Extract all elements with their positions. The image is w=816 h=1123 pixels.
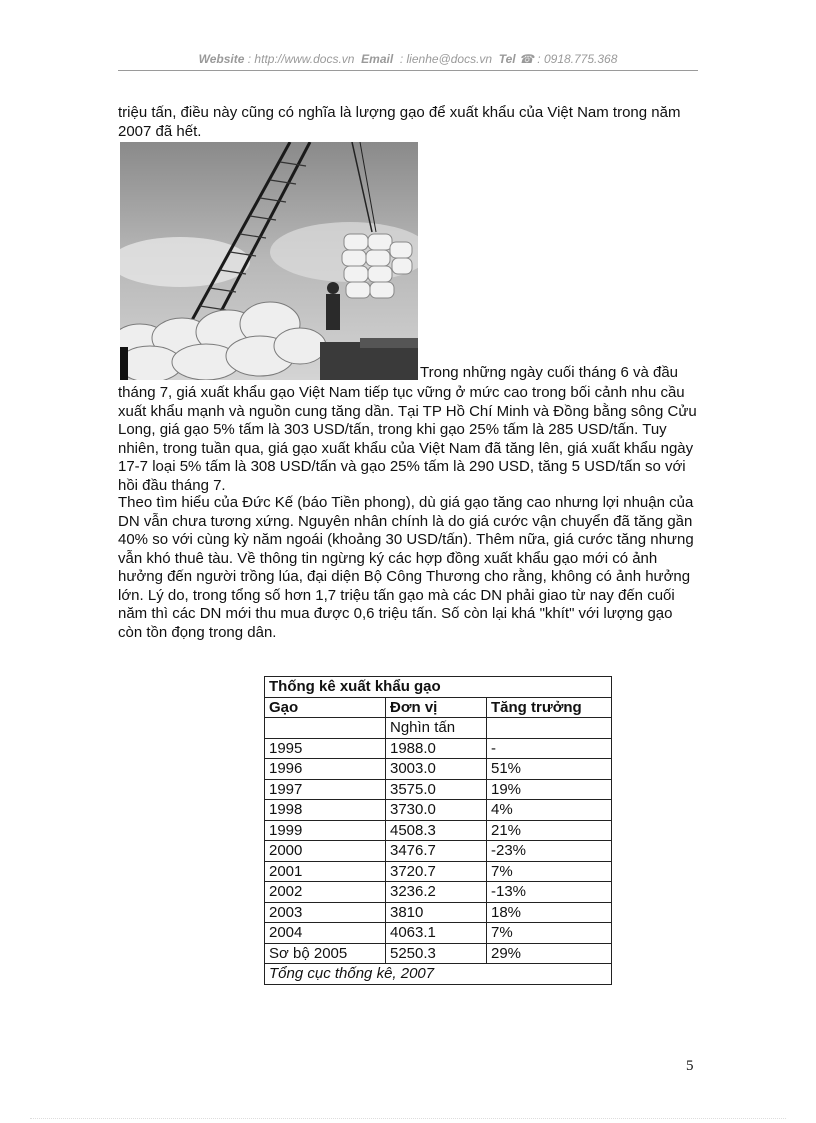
table-cell: 2003 [265,902,386,923]
table-cell: 5250.3 [386,943,487,964]
table-cell: 4063.1 [386,923,487,944]
table-cell: - [487,738,612,759]
footer-divider [30,1118,786,1119]
table-row [265,943,612,964]
table-cell: 51% [487,759,612,780]
table-cell: Sơ bộ 2005 [265,943,386,964]
table-cell: 1995 [265,738,386,759]
header-divider [118,70,698,71]
column-header: Gạo [265,697,386,718]
table-row [265,841,612,862]
phone-icon: ☎ [519,52,534,66]
table-row [265,902,612,923]
table-row [265,820,612,841]
tel-label: Tel [498,52,516,66]
table-row [265,779,612,800]
rice-export-table [264,676,612,985]
page-header [118,52,698,66]
table-cell: 2001 [265,861,386,882]
table-cell: 2000 [265,841,386,862]
table-cell: 1999 [265,820,386,841]
email-label: Email [361,52,394,66]
table-row [265,800,612,821]
table-row [265,861,612,882]
table-caption: Thống kê xuất khẩu gạo [265,677,612,698]
table-row [265,759,612,780]
table-cell: -23% [487,841,612,862]
table-cell: 3236.2 [386,882,487,903]
paragraph-1-first-line: Trong những ngày cuối tháng 6 và đầu [420,364,679,381]
table-unit-row [265,718,612,739]
table-cell: 19% [487,779,612,800]
table-cell: 2004 [265,923,386,944]
paragraph-1: tháng 7, giá xuất khẩu gạo Việt Nam tiếp tục vững ở mức cao trong bối cảnh nhu cầu xuất khẩu mạnh và nguồn cung tăng dần. Tại TP Hồ Chí Minh và Đồng bằng sông Cửu Long, giá gạo 5% tấm là 303 USD/tấn, trong khi gạo 25% tấm là 285 USD/tấn. Tuy nhiên, trong tuần qua, giá gạo xuất khẩu của Việt Nam đã tăng lên, giá xuất khẩu ngày 17-7 loại 5% tấm là 308 USD/tấn và gạo 25% tấm là 290 USD, tăng 5 USD/tấn so với hồi đầu tháng 7. [118,384,697,494]
table-cell: 3720.7 [386,861,487,882]
table-cell: 7% [487,923,612,944]
paragraph-2: Theo tìm hiểu của Đức Kế (báo Tiền phong), dù giá gạo tăng cao nhưng lợi nhuận của DN vẫn chưa tương xứng. Nguyên nhân chính là do giá cước vận chuyển đã tăng gần 40% so với cùng kỳ năm ngoái (khoảng 30 USD/tấn). Thêm nữa, giá cước tăng nhưng vẫn khó thuê tàu. Về thông tin ngừng ký các hợp đồng xuất khẩu gạo mới có ảnh hưởng đến người trồng lúa, đại diện Bộ Công Thương cho rằng, không có ảnh hưởng lớn. Lý do, trong tổng số hơn 1,7 triệu tấn gạo mà các DN phải giao từ nay đến cuối năm thì các DN mới thu mua được 0,6 triệu tấn. Số còn lại khá "khít" với lượng gạo còn tồn đọng trong dân. [118,494,694,641]
table-cell: 1998 [265,800,386,821]
table-cell: 3575.0 [386,779,487,800]
email-value: : lienhe@docs.vn [399,52,493,66]
table-cell: 1997 [265,779,386,800]
table-cell: 21% [487,820,612,841]
table-cell: 3810 [386,902,487,923]
table-header-row [265,697,612,718]
table-cell: 7% [487,861,612,882]
website-label: Website [198,52,245,66]
tel-value: : 0918.775.368 [537,52,618,66]
website-value: : http://www.docs.vn [247,52,355,66]
table-source-row [265,964,612,985]
page-number: 5 [686,1058,694,1074]
table-row [265,738,612,759]
table-cell: 3003.0 [386,759,487,780]
table-row [265,923,612,944]
table-cell [265,718,386,739]
column-header: Tăng trưởng [487,697,612,718]
table-cell: 2002 [265,882,386,903]
table-cell: 1988.0 [386,738,487,759]
table-cell: 3476.7 [386,841,487,862]
table-cell: 29% [487,943,612,964]
table-cell: 1996 [265,759,386,780]
table-source: Tổng cục thống kê, 2007 [265,964,612,985]
table-cell: 4508.3 [386,820,487,841]
table-cell: 18% [487,902,612,923]
column-header: Đơn vị [386,697,487,718]
table-cell: 4% [487,800,612,821]
table-cell: -13% [487,882,612,903]
table-cell: 3730.0 [386,800,487,821]
table-row [265,882,612,903]
intro-paragraph: triệu tấn, điều này cũng có nghĩa là lượng gạo để xuất khẩu của Việt Nam trong năm 2007 đã hết. [118,104,681,140]
rice-sacks-crane-photo [120,142,418,380]
table-cell: Nghìn tấn [386,718,487,739]
table-cell [487,718,612,739]
table-caption-row [265,677,612,698]
